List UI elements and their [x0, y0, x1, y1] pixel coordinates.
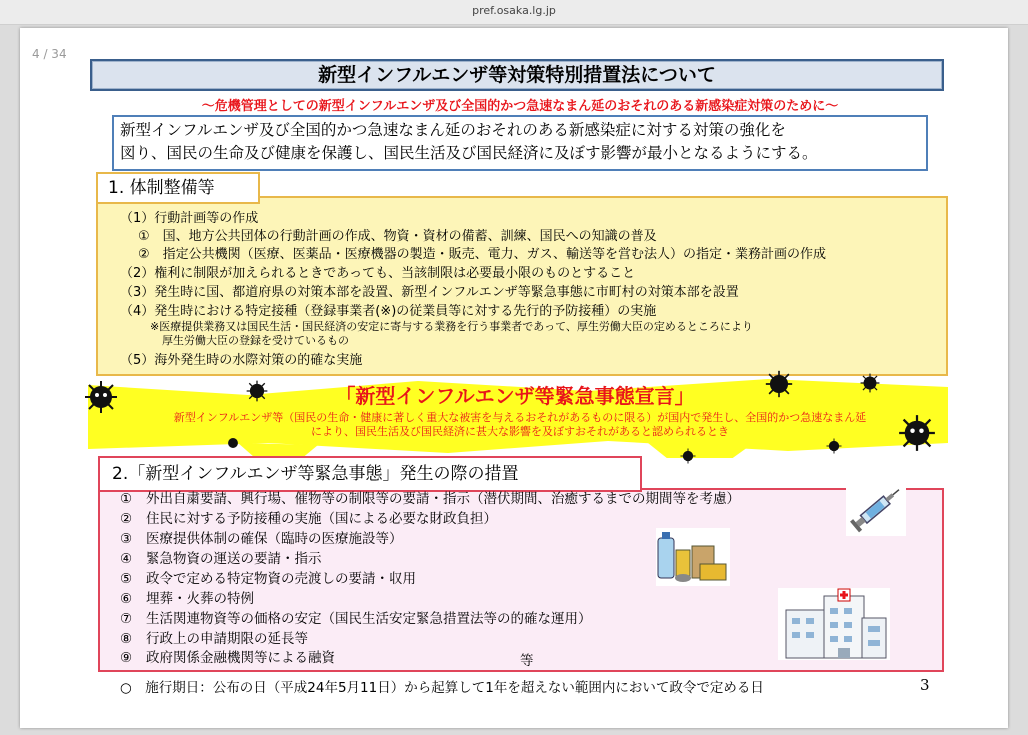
virus-icon	[826, 438, 842, 454]
purpose-line: 新型インフルエンザ及び全国的かつ急速なまん延のおそれのある新感染症に対する対策の強化を	[120, 121, 786, 139]
slide-title: 新型インフルエンザ等対策特別措置法について	[90, 59, 944, 91]
etc-label: 等	[520, 653, 534, 669]
section2-item: ⑧ 行政上の申請期限の延長等	[120, 631, 308, 647]
section2-item: ⑤ 政令で定める特定物資の売渡しの要請・収用	[120, 571, 416, 587]
page-counter: 4 / 34	[32, 47, 67, 61]
document-page	[20, 28, 1008, 728]
section1-heading: 1. 体制整備等	[96, 172, 260, 204]
virus-icon	[84, 380, 118, 414]
enforcement-date: ○ 施行期日：公布の日（平成24年5月11日）から起算して1年を超えない範囲内において政令で定める日	[120, 680, 764, 696]
section2-item: ⑨ 政府関係金融機関等による融資	[120, 650, 335, 666]
virus-icon	[860, 373, 880, 393]
section1-item: （3）発生時に国、都道府県の対策本部を設置、新型インフルエンザ等緊急事態に市町村の対策本部を設置	[120, 285, 739, 300]
virus-icon	[765, 370, 793, 398]
slide-subtitle: ～危機管理としての新型インフルエンザ及び全国的かつ急速なまん延のおそれのある新感染症対策のために～	[201, 99, 839, 114]
section2-item: ⑥ 埋葬・火葬の特例	[120, 591, 254, 607]
section1-note: 厚生労働大臣の登録を受けているもの	[162, 334, 349, 347]
purpose-line: 図り、国民の生命及び健康を保護し、国民生活及び国民経済に及ぼす影響が最小となるようにする。	[120, 144, 818, 162]
purpose-box	[112, 115, 928, 171]
section2-item: ② 住民に対する予防接種の実施（国による必要な財政負担）	[120, 511, 497, 527]
url-label[interactable]: pref.osaka.lg.jp	[472, 4, 556, 17]
syringe-icon	[846, 482, 906, 536]
section1-note: ※医療提供業務又は国民生活・国民経済の安定に寄与する業務を行う事業者であって、厚生労働大臣の定めるところにより	[150, 320, 753, 333]
page-number: 3	[920, 676, 930, 694]
section1-item: ② 指定公共機関（医療、医薬品・医療機器の製造・販売、電力、ガス、輸送等を営む法人）の指定・業務計画の作成	[138, 247, 827, 262]
section2-item: ③ 医療提供体制の確保（臨時の医療施設等）	[120, 531, 403, 547]
virus-icon	[246, 380, 268, 402]
section1-item: （2）権利に制限が加えられるときであっても、当該制限は必要最小限のものとすること	[120, 266, 636, 281]
section2-item: ① 外出自粛要請、興行場、催物等の制限等の要請・指示（潜伏期間、治癒するまでの期間等を考慮）	[120, 491, 740, 507]
section1-item: （5）海外発生時の水際対策の的確な実施	[120, 353, 363, 368]
hospital-icon	[778, 588, 890, 660]
declaration-desc: により、国民生活及び国民経済に甚大な影響を及ぼすおそれがあると認められるとき	[311, 425, 729, 438]
section2-item: ④ 緊急物資の運送の要請・指示	[120, 551, 322, 567]
declaration-title: 「新型インフルエンザ等緊急事態宣言」	[335, 384, 695, 408]
section1-item: （4）発生時における特定接種（登録事業者(※)の従業員等に対する先行的予防接種）の実施	[120, 304, 657, 319]
supplies-icon	[656, 528, 730, 586]
section2-heading: 2.「新型インフルエンザ等緊急事態」発生の際の措置	[98, 456, 642, 492]
section2-item: ⑦ 生活関連物資等の価格の安定（国民生活安定緊急措置法等の的確な運用）	[120, 611, 592, 627]
declaration-desc: 新型インフルエンザ等（国民の生命・健康に著しく重大な被害を与えるおそれがあるものに限る）が国内で発生し、全国的かつ急速なまん延	[173, 411, 867, 424]
virus-icon	[226, 436, 240, 450]
section1-item: （1）行動計画等の作成	[120, 211, 259, 226]
browser-bar	[0, 0, 1028, 25]
virus-icon	[898, 414, 936, 452]
virus-icon	[680, 448, 696, 464]
section1-item: ① 国、地方公共団体の行動計画の作成、物資・資材の備蓄、訓練、国民への知識の普及	[138, 229, 657, 244]
